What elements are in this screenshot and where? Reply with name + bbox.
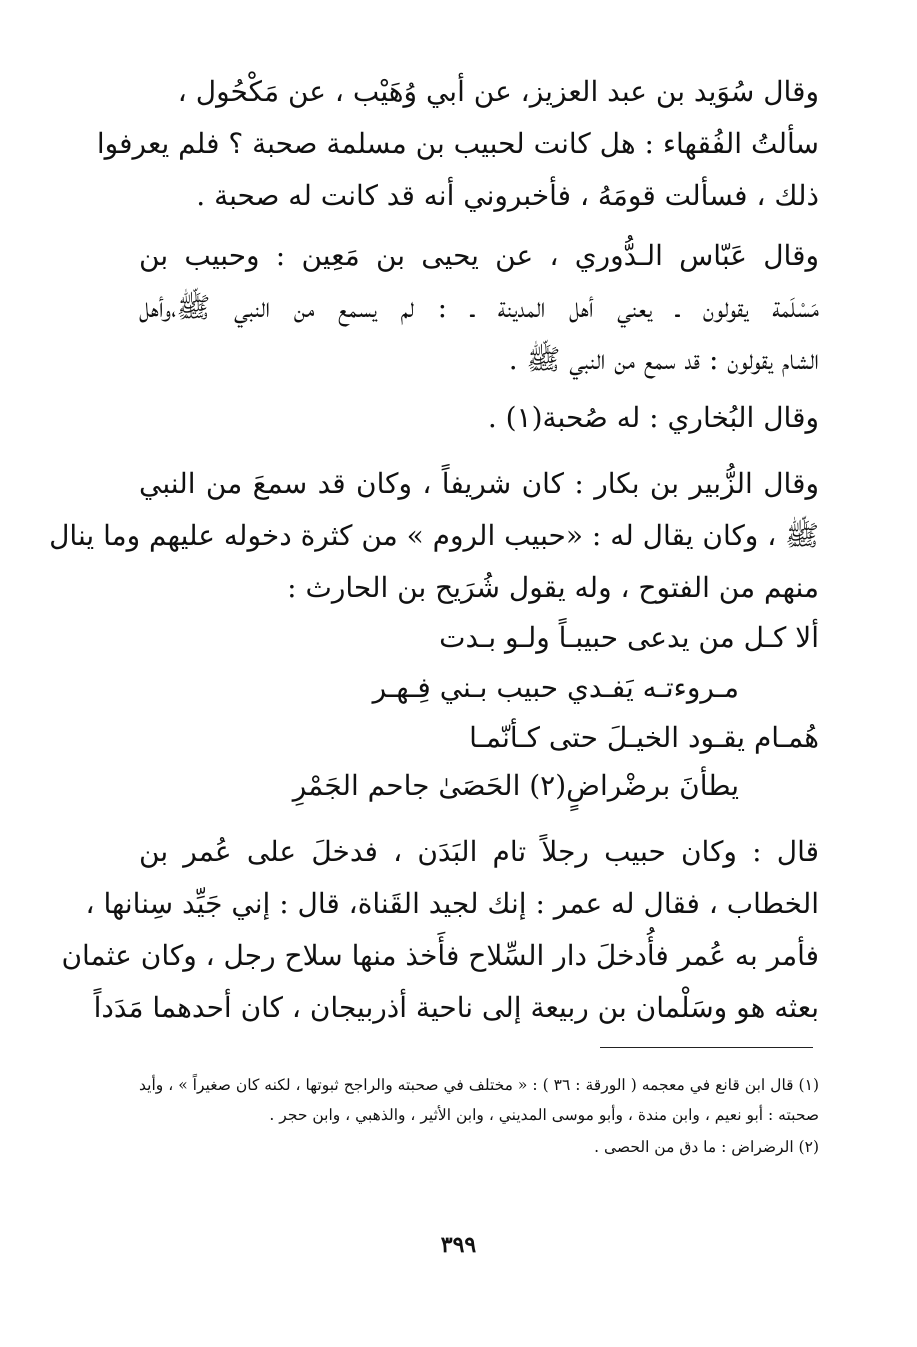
text-line: ﷺ ، وكان يقال له : «حبيب الروم » من كثرة دخوله عليهم وما ينال bbox=[49, 519, 819, 552]
text-line: فأمر به عُمر فأُدخلَ دار السِّلاح فأَخذ منها سلاح رجل ، وكان عثمان bbox=[61, 939, 819, 972]
text-line: وقال عَبّاس الـدُّوري ، عن يحيى بن مَعِين : وحبيب بن bbox=[139, 239, 819, 272]
text-line: سألتُ الفُقهاء : هل كانت لحبيب بن مسلمة صحبة ؟ فلم يعرفوا bbox=[96, 127, 819, 160]
poem-verse: مـروءتـه يَفـدي حبيب بـني فِـهـر bbox=[372, 671, 739, 704]
page-number: ٣٩٩ bbox=[440, 1232, 477, 1258]
poem-verse: ألا كـل من يدعى حبيبـاً ولـو بـدت bbox=[439, 621, 819, 654]
text-line: مَسْلَمة يقولون ـ يعني أهل المدينة ـ : لم يسمع من النبي ﷺ،وأهل bbox=[139, 291, 819, 324]
text-line: ذلك ، فسألت قومَهُ ، فأخبروني أنه قد كانت له صحبة . bbox=[196, 179, 819, 212]
text-line: وقال سُوَيد بن عبد العزيز، عن أبي وُهَيْب ، عن مَكْحُول ، bbox=[177, 75, 819, 108]
text-line: قال : وكان حبيب رجلاً تام البَدَن ، فدخلَ على عُمر بن bbox=[139, 835, 820, 868]
footnote: (٢) الرضراض : ما دق من الحصى . bbox=[594, 1138, 819, 1156]
footnotes bbox=[139, 1070, 819, 1162]
text-line: الشام يقولون : قد سمع من النبي ﷺ . bbox=[508, 343, 819, 376]
footnote-separator bbox=[600, 1047, 813, 1048]
text-line: الخطاب ، فقال له عمر : إنك لجيد القَناة، قال : إني جَيِّد سِنانها ، bbox=[85, 887, 819, 920]
text-line: منهم من الفتوح ، وله يقول شُرَيح بن الحارث : bbox=[287, 571, 819, 604]
text-line: وقال البُخاري : له صُحبة(١) . bbox=[487, 401, 819, 434]
text-line: وقال الزُّبير بن بكار : كان شريفاً ، وكان قد سمعَ من النبي bbox=[139, 467, 819, 500]
footnote: (١) قال ابن قانع في معجمه ( الورقة : ٣٦ ) : « مختلف في صحبته والراجح ثبوتها ، لكنه كان صغيراً » ، وأيد صحبته : أبو نعيم ، وابن مندة ، وأبو موسى المديني ، وابن الأثير ، والذهبي ، وابن حجر . bbox=[139, 1076, 819, 1124]
poem-verse: يطأنَ برضْراضٍ(٢) الحَصَىٰ جاحم الجَمْرِ bbox=[292, 769, 739, 802]
text-line: بعثه هو وسَلْمان بن ربيعة إلى ناحية أذربيجان ، كان أحدهما مَدَداً bbox=[93, 991, 819, 1024]
poem-verse: هُمـام يقـود الخيـلَ حتى كـأنّمـا bbox=[469, 721, 819, 754]
